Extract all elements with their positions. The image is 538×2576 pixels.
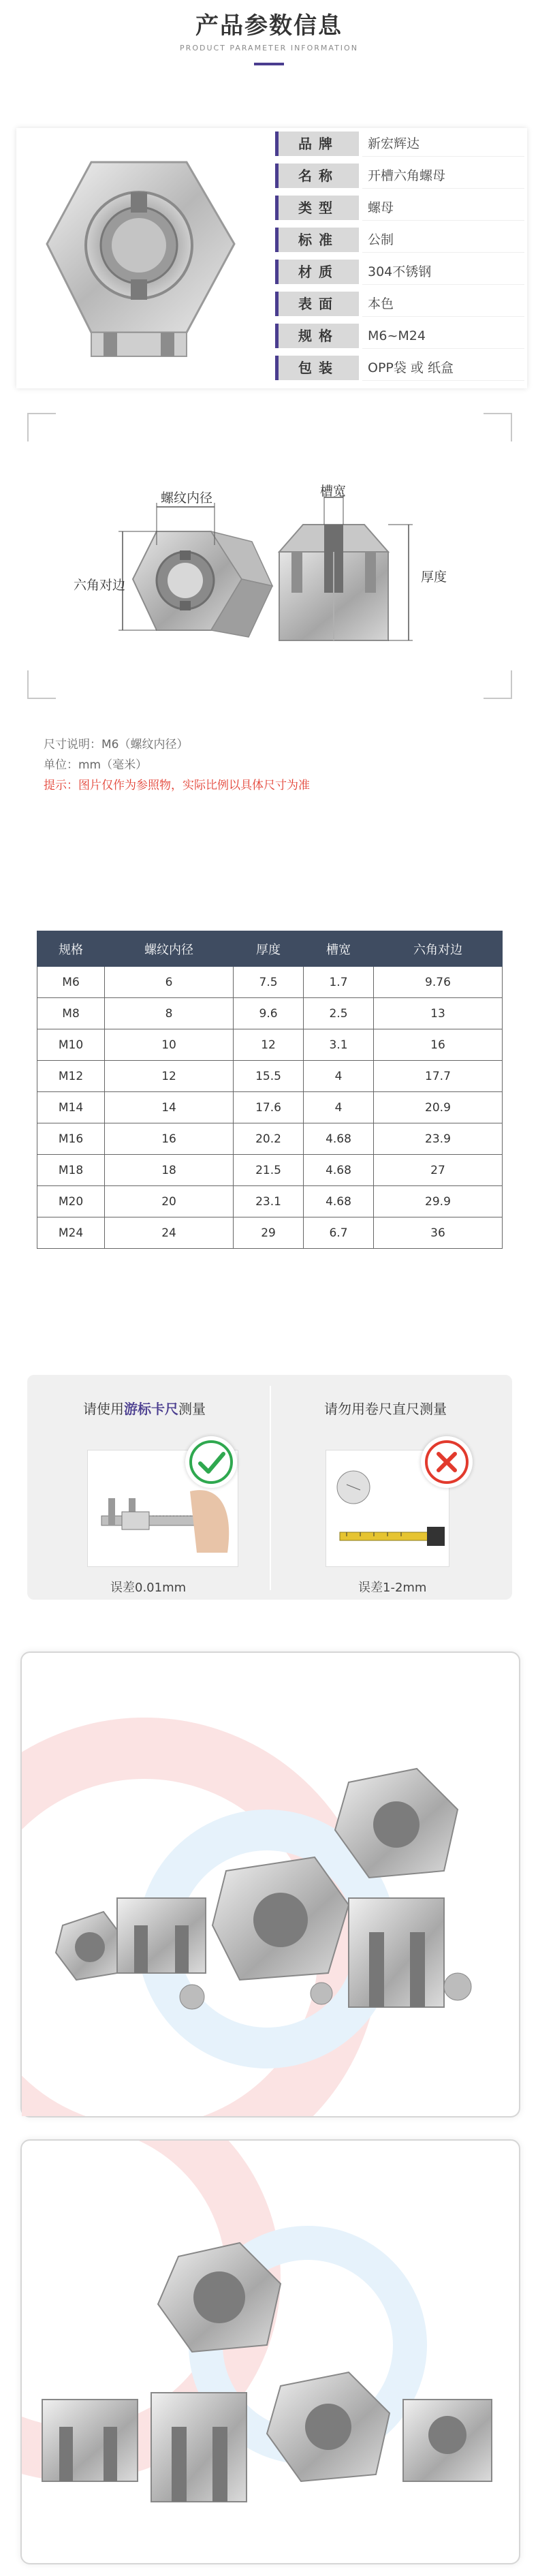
info-row-standard [267, 226, 527, 254]
table-cell: M24 [37, 1217, 105, 1249]
info-row-material [267, 258, 527, 286]
info-label: 包装 [275, 356, 359, 380]
incorrect-cross-icon [421, 1436, 473, 1488]
table-header: 六角对边 [373, 931, 502, 967]
info-label: 表面 [275, 292, 359, 316]
table-cell: 27 [373, 1155, 502, 1186]
product-group-photo-2 [22, 2141, 519, 2563]
table-header: 螺纹内径 [105, 931, 234, 967]
checkmark-icon [185, 1436, 237, 1488]
spec-table [37, 931, 503, 1249]
table-cell: 36 [373, 1217, 502, 1249]
table-cell: M6 [37, 967, 105, 998]
table-row [37, 998, 503, 1029]
frame-corner [27, 670, 56, 699]
info-value: M6~M24 [362, 324, 524, 349]
info-value: 螺母 [362, 196, 524, 221]
table-cell: M8 [37, 998, 105, 1029]
left-measure-title [83, 1398, 206, 1418]
table-cell: M14 [37, 1092, 105, 1123]
product-photo-card-1 [20, 1651, 520, 2117]
tip-note: 提示：图片仅作为参照物，实际比例以具体尺寸为准 [44, 779, 310, 792]
table-row [37, 967, 503, 998]
info-row-surface [267, 290, 527, 318]
vernier-caliper-highlight: 游标卡尺 [124, 1401, 178, 1417]
table-cell: 6 [105, 967, 234, 998]
info-value: 304不锈钢 [362, 260, 524, 285]
table-cell: 18 [105, 1155, 234, 1186]
table-cell: M18 [37, 1155, 105, 1186]
table-cell: 6.7 [304, 1217, 374, 1249]
table-cell: M20 [37, 1186, 105, 1217]
thread-diameter-label: 螺纹内径 [161, 491, 213, 506]
table-cell: 4.68 [304, 1155, 374, 1186]
thickness-label: 厚度 [421, 570, 447, 585]
table-cell: 7.5 [234, 967, 304, 998]
table-cell: 20.2 [234, 1123, 304, 1155]
table-cell: 4.68 [304, 1123, 374, 1155]
hex-across-flats-label: 六角对边 [74, 578, 126, 593]
table-header-row [37, 931, 503, 967]
table-cell: 10 [105, 1029, 234, 1061]
table-header: 厚度 [234, 931, 304, 967]
table-cell: 24 [105, 1217, 234, 1249]
frame-corner [484, 670, 512, 699]
right-measure-title: 请勿用卷尺直尺测量 [324, 1401, 447, 1417]
table-cell: 9.76 [373, 967, 502, 998]
table-cell: 20 [105, 1186, 234, 1217]
info-row-package [267, 354, 527, 382]
left-error-text: 误差0.01mm [110, 1581, 187, 1595]
info-row-brand [267, 129, 527, 158]
table-cell: 17.6 [234, 1092, 304, 1123]
table-header: 规格 [37, 931, 105, 967]
table-cell: 4.68 [304, 1186, 374, 1217]
info-value: OPP袋 或 纸盒 [362, 356, 524, 381]
table-cell: 29.9 [373, 1186, 502, 1217]
right-error-text: 误差1-2mm [358, 1581, 427, 1595]
table-cell: 12 [105, 1061, 234, 1092]
card-divider [270, 1386, 271, 1590]
info-row-name [267, 161, 527, 190]
table-row [37, 1123, 503, 1155]
table-cell: 23.1 [234, 1186, 304, 1217]
slot-width-label: 槽宽 [320, 484, 347, 499]
nut-top-view-image [16, 128, 268, 388]
info-label: 标准 [275, 228, 359, 252]
title-underline [254, 63, 284, 65]
table-cell: M10 [37, 1029, 105, 1061]
table-cell: 4 [304, 1061, 374, 1092]
table-cell: 23.9 [373, 1123, 502, 1155]
table-cell: 29 [234, 1217, 304, 1249]
table-row [37, 1155, 503, 1186]
table-row [37, 1186, 503, 1217]
size-note: 尺寸说明：M6（螺纹内径） [44, 738, 189, 751]
info-label: 类型 [275, 196, 359, 220]
table-cell: 14 [105, 1092, 234, 1123]
info-value: 公制 [362, 228, 524, 253]
page-subtitle: PRODUCT PARAMETER INFORMATION [180, 44, 358, 52]
table-cell: 8 [105, 998, 234, 1029]
info-label: 名称 [275, 164, 359, 188]
info-value: 本色 [362, 292, 524, 317]
table-row [37, 1092, 503, 1123]
table-row [37, 1061, 503, 1092]
table-cell: 3.1 [304, 1029, 374, 1061]
table-cell: 1.7 [304, 967, 374, 998]
table-cell: 15.5 [234, 1061, 304, 1092]
table-header: 槽宽 [304, 931, 374, 967]
table-row [37, 1217, 503, 1249]
dimension-diagram [68, 477, 470, 654]
table-cell: 16 [373, 1029, 502, 1061]
frame-corner [484, 413, 512, 441]
info-label: 品牌 [275, 131, 359, 156]
info-value: 新宏辉达 [362, 131, 524, 157]
page-title: 产品参数信息 [195, 12, 343, 40]
table-cell: 20.9 [373, 1092, 502, 1123]
info-label: 材质 [275, 260, 359, 284]
table-cell: 13 [373, 998, 502, 1029]
table-cell: 4 [304, 1092, 374, 1123]
table-cell: 21.5 [234, 1155, 304, 1186]
product-group-photo-1 [22, 1653, 519, 2116]
title-suffix: 测量 [178, 1401, 206, 1417]
unit-note: 单位：mm（毫米） [44, 758, 148, 772]
info-row-spec [267, 322, 527, 350]
table-cell: 2.5 [304, 998, 374, 1029]
cross-icon [421, 1436, 473, 1488]
table-cell: M12 [37, 1061, 105, 1092]
info-value: 开槽六角螺母 [362, 164, 524, 189]
info-row-type [267, 193, 527, 222]
frame-corner [27, 413, 56, 441]
table-row [37, 1029, 503, 1061]
table-cell: 16 [105, 1123, 234, 1155]
title-prefix: 请使用 [83, 1401, 124, 1417]
info-label: 规格 [275, 324, 359, 348]
correct-check-icon [185, 1436, 237, 1488]
product-photo-card-2 [20, 2139, 520, 2564]
table-cell: M16 [37, 1123, 105, 1155]
table-cell: 17.7 [373, 1061, 502, 1092]
table-cell: 12 [234, 1029, 304, 1061]
table-cell: 9.6 [234, 998, 304, 1029]
